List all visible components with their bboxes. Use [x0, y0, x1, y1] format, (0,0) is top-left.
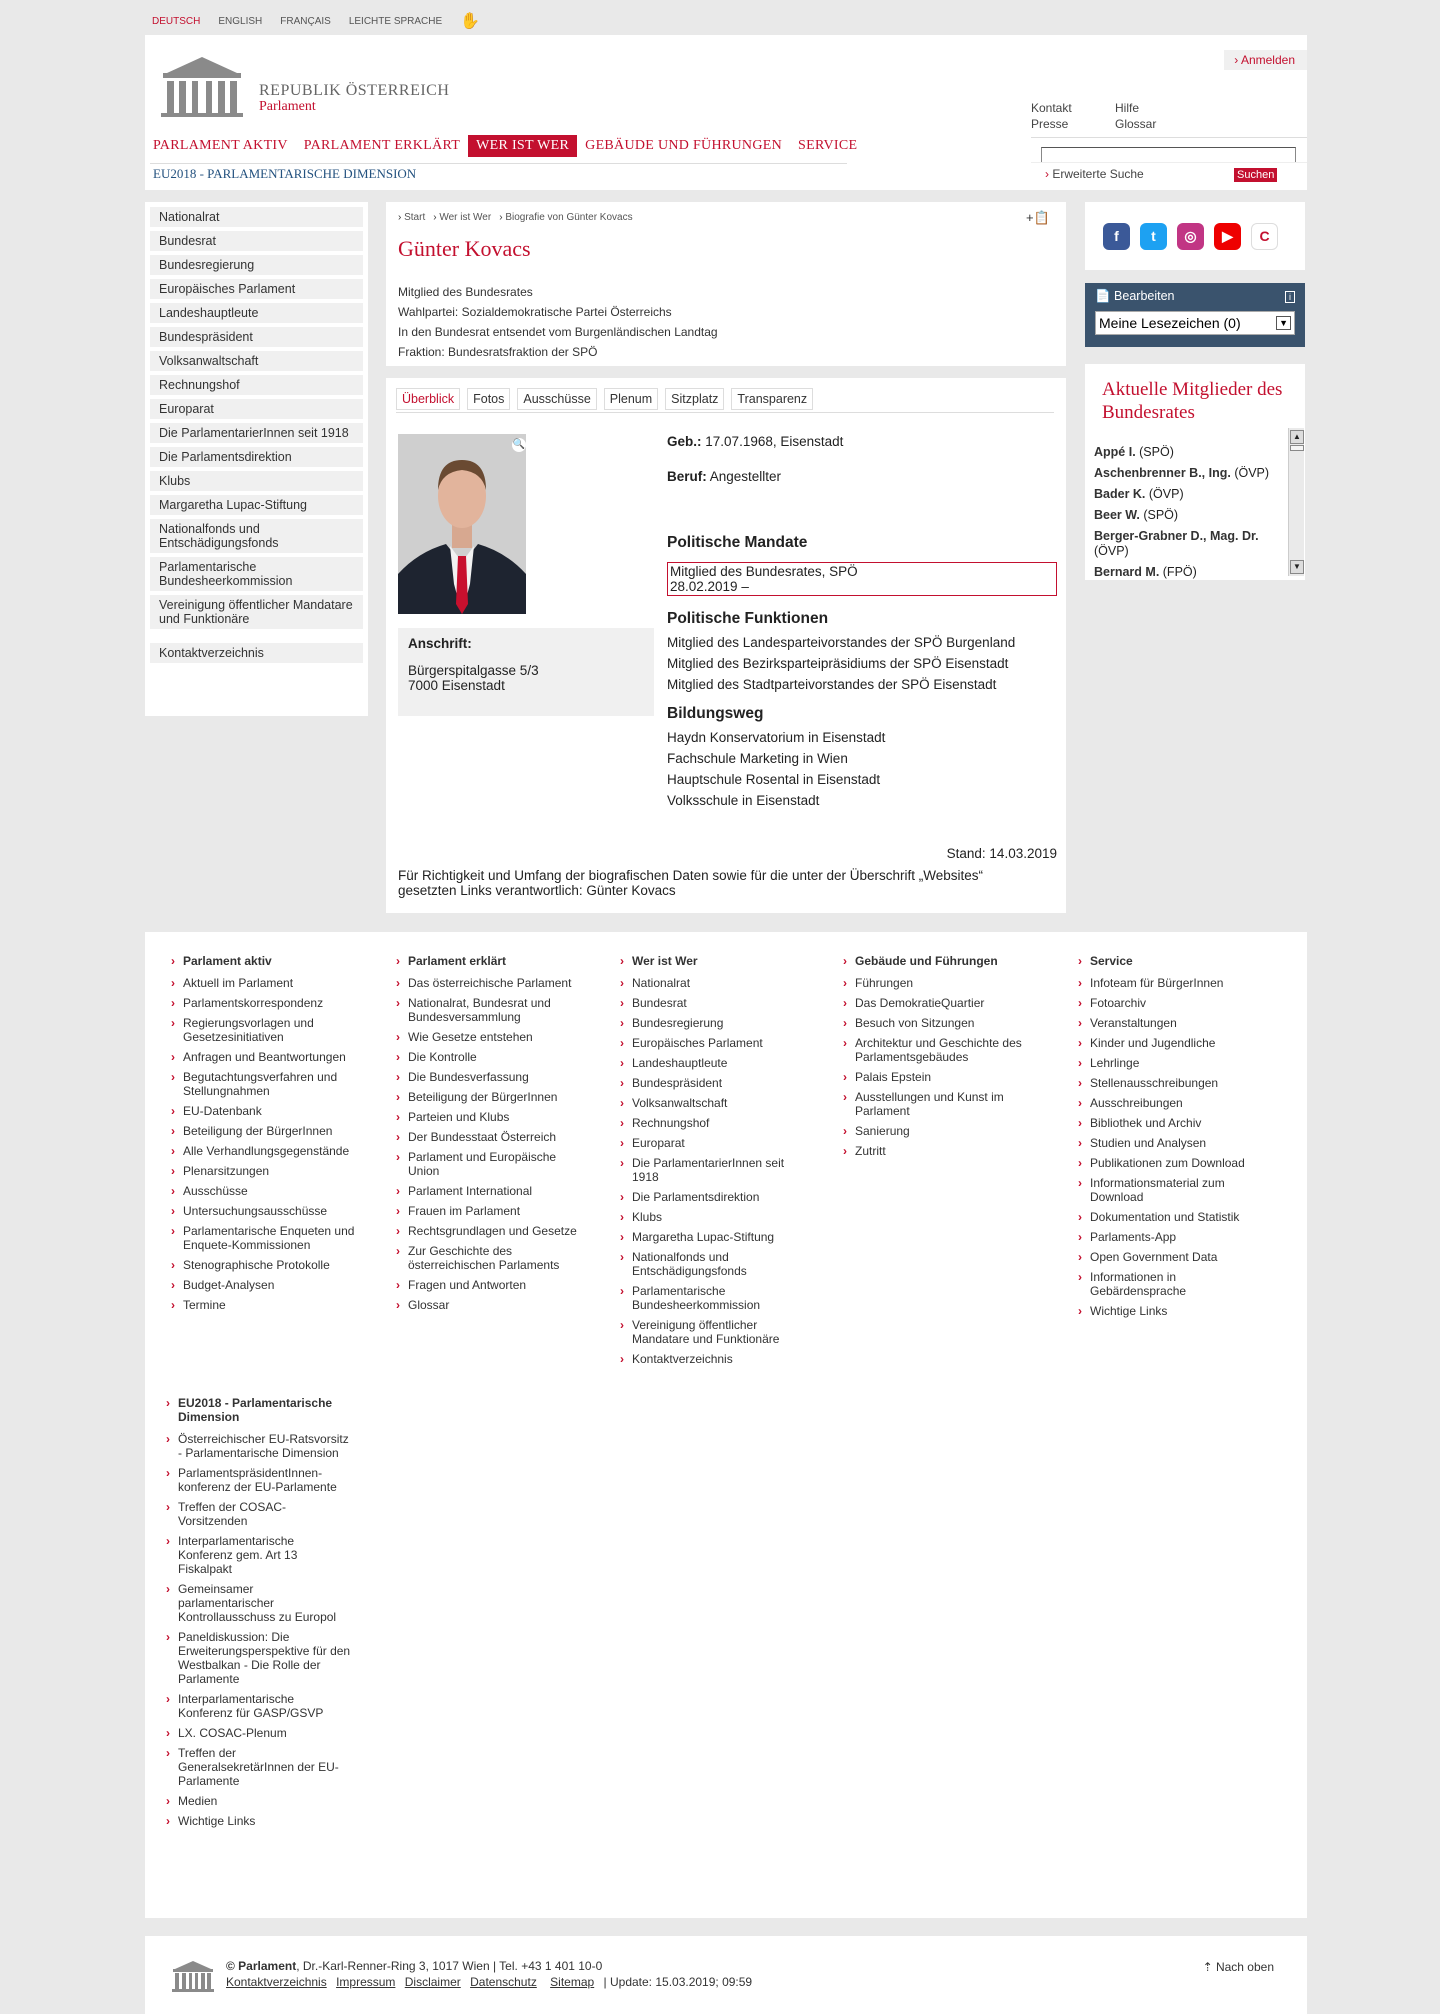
sidebar-item-parlamentarierinnen[interactable]: Die ParlamentarierInnen seit 1918 [150, 423, 363, 443]
footer-link-sitemap[interactable]: Sitemap [550, 1975, 595, 1989]
sitemap-link[interactable]: › EU-Datenbank [171, 1104, 356, 1118]
education-heading: Bildungsweg [667, 705, 764, 722]
nav-wer-ist-wer[interactable]: WER IST WER [468, 135, 577, 157]
sitemap-link[interactable]: › Termine [171, 1298, 356, 1312]
sitemap-link[interactable]: › Parteien und Klubs [396, 1110, 581, 1124]
sitemap-link[interactable]: › Die Kontrolle [396, 1050, 581, 1064]
advanced-search-label: Erweiterte Suche [1052, 167, 1144, 181]
sitemap-link[interactable]: › Informationsmaterial zum Download [1078, 1176, 1263, 1204]
arrow-up-icon: ⇡ [1202, 1960, 1216, 1974]
sitemap-link[interactable]: › Wichtige Links [166, 1814, 351, 1828]
sitemap-link[interactable]: › Die Parlamentsdirektion [620, 1190, 805, 1204]
logo-text[interactable] [259, 83, 449, 115]
sitemap-link[interactable]: › Nationalrat, Bundesrat und Bundesversammlung [396, 996, 581, 1024]
sitemap-link[interactable]: › Österreichischer EU-Ratsvorsitz - Parlamentarische Dimension [166, 1432, 351, 1460]
search-button[interactable]: Suchen [1234, 168, 1277, 182]
back-to-top-label: Nach oben [1215, 1960, 1274, 1974]
sitemap-link[interactable]: › Studien und Analysen [1078, 1136, 1263, 1150]
sitemap-link[interactable]: › Das österreichische Parlament [396, 976, 581, 990]
member-party: (FPÖ) [1159, 565, 1197, 579]
sitemap-link[interactable]: › Margaretha Lupac-Stiftung [620, 1230, 805, 1244]
sitemap-link[interactable]: › Rechtsgrundlagen und Gesetze [396, 1224, 581, 1238]
chevron-right-icon: › [1045, 167, 1053, 181]
sidebar-item-europaeisches-parlament[interactable]: Europäisches Parlament [150, 279, 363, 299]
sitemap-link[interactable]: › Beteiligung der BürgerInnen [396, 1090, 581, 1104]
portrait-photo[interactable] [398, 434, 526, 614]
scroll-down-icon[interactable]: ▼ [1290, 560, 1304, 574]
birth-value: 17.07.1968, Eisenstadt [705, 434, 844, 449]
profile-detail-card [386, 378, 1066, 913]
members-panel [1085, 364, 1305, 580]
sitemap-col-gebaeude [843, 954, 1028, 1164]
sitemap-link[interactable]: › Anfragen und Beantwortungen [171, 1050, 356, 1064]
sitemap-link[interactable]: › Der Bundesstaat Österreich [396, 1130, 581, 1144]
sitemap-link[interactable]: › Fotoarchiv [1078, 996, 1263, 1010]
meta-line: Fraktion: Bundesratsfraktion der SPÖ [398, 345, 598, 359]
sitemap-link[interactable]: › Publikationen zum Download [1078, 1156, 1263, 1170]
main-nav [145, 135, 865, 157]
instagram-icon[interactable]: ◎ [1177, 223, 1204, 250]
footer-link-datenschutz[interactable]: Datenschutz [470, 1975, 537, 1989]
sidebar-item-nationalfonds[interactable]: Nationalfonds und Entschädigungsfonds [150, 519, 363, 553]
meta-line: Wahlpartei: Sozialdemokratische Partei Österreichs [398, 305, 672, 319]
members-title: Aktuelle Mitglieder des Bundesrates [1102, 379, 1283, 423]
sitemap-link[interactable]: › Nationalfonds und Entschädigungsfonds [620, 1250, 805, 1278]
footer-link-disclaimer[interactable]: Disclaimer [404, 1975, 461, 1989]
sitemap-link[interactable]: › Bundesregierung [620, 1016, 805, 1030]
tab-ueberblick[interactable]: Überblick [396, 388, 460, 410]
logo-subtitle: Parlament [259, 99, 316, 114]
breadcrumb-wer-ist-wer[interactable]: › Wer ist Wer [433, 212, 491, 223]
address-line: 7000 Eisenstadt [408, 678, 505, 693]
sitemap-heading[interactable]: › Service [1078, 954, 1263, 968]
sitemap-link[interactable]: › Paneldiskussion: Die Erweiterungsperspektive für den Westbalkan - Die Rolle der Parlamente [166, 1630, 351, 1686]
address-line: Bürgerspitalgasse 5/3 [408, 663, 539, 678]
member-party: (SPÖ) [1139, 508, 1179, 522]
divider [1031, 137, 1307, 138]
member-name: Bernard M. [1094, 565, 1160, 579]
sitemap-link[interactable]: › Glossar [396, 1298, 581, 1312]
sitemap-link[interactable]: › Sanierung [843, 1124, 1028, 1138]
members-list [1094, 445, 1284, 579]
bookmarks-header [1095, 289, 1295, 304]
sitemap-link[interactable]: › Infoteam für BürgerInnen [1078, 976, 1263, 990]
sitemap-link[interactable]: › Parlament und Europäische Union [396, 1150, 581, 1178]
education-item: Hauptschule Rosental in Eisenstadt [667, 772, 881, 787]
sitemap-link[interactable]: › Regierungsvorlagen und Gesetzesinitiativen [171, 1016, 356, 1044]
facebook-icon[interactable]: f [1103, 223, 1130, 250]
sidebar-item-parlamentsdirektion[interactable]: Die Parlamentsdirektion [150, 447, 363, 467]
sitemap-link[interactable]: › Volksanwaltschaft [620, 1096, 805, 1110]
function-item: Mitglied des Stadtparteivorstandes der SPÖ Eisenstadt [667, 677, 997, 692]
sitemap-heading[interactable]: › Parlament erklärt [396, 954, 581, 968]
sitemap-link[interactable]: › Plenarsitzungen [171, 1164, 356, 1178]
sitemap-link[interactable]: › Begutachtungsverfahren und Stellungnahmen [171, 1070, 356, 1098]
sitemap-col-eu2018 [166, 1396, 351, 1834]
sign-language-icon[interactable]: ✋ [460, 13, 481, 30]
job-label: Beruf: [667, 469, 707, 484]
sitemap-link[interactable]: › Open Government Data [1078, 1250, 1263, 1264]
login-button[interactable] [1224, 50, 1307, 70]
sitemap-link[interactable]: › Lehrlinge [1078, 1056, 1263, 1070]
sitemap-link[interactable]: › Interparlamentarische Konferenz für GASP/GSVP [166, 1692, 351, 1720]
job-row [667, 469, 1057, 484]
profile-info [667, 434, 1057, 811]
sitemap-link[interactable]: › Kontaktverzeichnis [620, 1352, 805, 1366]
mandate-date: 28.02.2019 – [670, 579, 749, 594]
sitemap-col-parlament-aktiv [171, 954, 356, 1318]
sidebar-item-volksanwaltschaft[interactable]: Volksanwaltschaft [150, 351, 363, 371]
sitemap-link[interactable]: › ParlamentspräsidentInnen-konferenz der EU-Parlamente [166, 1466, 351, 1494]
sitemap-link[interactable]: › Untersuchungsausschüsse [171, 1204, 356, 1218]
sitemap-link[interactable]: › Zur Geschichte des österreichischen Parlaments [396, 1244, 581, 1272]
tab-fotos[interactable]: Fotos [467, 388, 510, 410]
divider [1031, 162, 1307, 163]
bookmarks-value: Meine Lesezeichen (0) [1099, 315, 1241, 331]
sitemap-link[interactable]: › Parlament International [396, 1184, 581, 1198]
edit-label: Bearbeiten [1114, 289, 1175, 303]
member-party: (ÖVP) [1094, 544, 1129, 558]
advanced-search-link[interactable] [1045, 167, 1144, 181]
utility-nav [1031, 101, 1199, 131]
sitemap-link[interactable]: › Treffen der GeneralsekretärInnen der EU-Parlamente [166, 1746, 351, 1788]
sitemap-link[interactable]: › Europäisches Parlament [620, 1036, 805, 1050]
sidebar-item-vereinigung[interactable]: Vereinigung öffentlicher Mandatare und Funktionäre [150, 595, 363, 629]
sidebar-item-lupac-stiftung[interactable]: Margaretha Lupac-Stiftung [150, 495, 363, 515]
breadcrumb [398, 212, 633, 223]
disclaimer-text: Für Richtigkeit und Umfang der biografischen Daten sowie für die unter der Überschrift „Websites“ gesetzten Links verantwortlich: Günter Kovacs [398, 868, 984, 898]
sitemap-link[interactable]: › Bibliothek und Archiv [1078, 1116, 1263, 1130]
twitter-icon[interactable]: t [1140, 223, 1167, 250]
last-updated: Stand: 14.03.2019 [946, 846, 1057, 861]
mandate-title: Mitglied des Bundesrates, SPÖ [670, 564, 858, 579]
birth-label: Geb.: [667, 434, 702, 449]
function-item: Mitglied des Bezirksparteipräsidiums der SPÖ Eisenstadt [667, 656, 1009, 671]
nav-parlament-aktiv[interactable]: PARLAMENT AKTIV [153, 138, 288, 153]
sitemap-link[interactable]: › Informationen in Gebärdensprache [1078, 1270, 1263, 1298]
edit-button[interactable] [1095, 289, 1175, 304]
sitemap-link[interactable]: › Ausschreibungen [1078, 1096, 1263, 1110]
footer-text [226, 1958, 752, 1990]
document-icon: 📄 [1095, 289, 1115, 303]
sidebar-item-bundesrat[interactable]: Bundesrat [150, 231, 363, 251]
footer-address: , Dr.-Karl-Renner-Ring 3, 1017 Wien | Tel. +43 1 401 10-0 [296, 1959, 603, 1973]
member-name: Bader K. [1094, 487, 1146, 501]
address-label: Anschrift: [408, 636, 472, 651]
sitemap-link[interactable]: › LX. COSAC-Plenum [166, 1726, 351, 1740]
profile-header-card [386, 202, 1066, 366]
member-name: Berger-Grabner D., Mag. Dr. [1094, 529, 1259, 543]
nav-parlament-erklaert[interactable]: PARLAMENT ERKLÄRT [303, 138, 461, 153]
education-item: Fachschule Marketing in Wien [667, 751, 848, 766]
breadcrumb-start[interactable]: › Start [398, 212, 425, 223]
list-item[interactable] [1094, 565, 1284, 580]
sitemap-link[interactable]: › Rechnungshof [620, 1116, 805, 1130]
sidebar-item-bundesheerkommission[interactable]: Parlamentarische Bundesheerkommission [150, 557, 363, 591]
sidebar-item-bundesregierung[interactable]: Bundesregierung [150, 255, 363, 275]
member-party: (ÖVP) [1145, 487, 1184, 501]
mandate-item [667, 562, 1057, 596]
tab-transparenz[interactable]: Transparenz [731, 388, 813, 410]
youtube-icon[interactable]: ▶ [1214, 223, 1241, 250]
address-box [398, 628, 654, 716]
sitemap-link[interactable]: › Landeshauptleute [620, 1056, 805, 1070]
sitemap-link[interactable]: › Parlaments-App [1078, 1230, 1263, 1244]
sitemap-heading[interactable]: › Gebäude und Führungen [843, 954, 1028, 968]
meta-line: In den Bundesrat entsendet vom Burgenländischen Landtag [398, 325, 718, 339]
sitemap-link[interactable]: › Alle Verhandlungsgegenstände [171, 1144, 356, 1158]
bookmarks-panel [1085, 283, 1305, 347]
lang-leichte-sprache[interactable]: LEICHTE SPRACHE [348, 15, 443, 27]
footer-link-impressum[interactable]: Impressum [336, 1975, 396, 1989]
sitemap-link[interactable]: › Wichtige Links [1078, 1304, 1263, 1318]
lang-francais[interactable]: FRANÇAIS [280, 15, 331, 27]
nav-eu2018[interactable]: EU2018 - PARLAMENTARISCHE DIMENSION [153, 166, 417, 181]
info-icon[interactable]: i [1285, 291, 1295, 303]
sidebar-item-klubs[interactable]: Klubs [150, 471, 363, 491]
sitemap-link[interactable]: › Wie Gesetze entstehen [396, 1030, 581, 1044]
sidebar-item-nationalrat[interactable]: Nationalrat [150, 207, 363, 227]
logo-title: REPUBLIK ÖSTERREICH [259, 82, 450, 99]
sitemap-link[interactable]: › Vereinigung öffentlicher Mandatare und Funktionäre [620, 1318, 805, 1346]
sitemap-link[interactable]: › Das DemokratieQuartier [843, 996, 1028, 1010]
bookmarks-select[interactable] [1095, 311, 1295, 335]
sitemap-link[interactable]: › Kinder und Jugendliche [1078, 1036, 1263, 1050]
functions-heading: Politische Funktionen [667, 610, 829, 627]
tab-ausschuesse[interactable]: Ausschüsse [517, 388, 596, 410]
divider [396, 412, 1054, 413]
footer-link-kontaktverzeichnis[interactable]: Kontaktverzeichnis [226, 1975, 327, 1989]
sitemap-col-service [1078, 954, 1263, 1324]
divider [150, 163, 847, 164]
sitemap-link[interactable]: › Dokumentation und Statistik [1078, 1210, 1263, 1224]
sitemap-heading[interactable]: › Parlament aktiv [171, 954, 356, 968]
sidebar-item-landeshauptleute[interactable]: Landeshauptleute [150, 303, 363, 323]
tab-plenum[interactable]: Plenum [604, 388, 658, 410]
footer-links [226, 1974, 752, 1990]
breadcrumb-current: › Biografie von Günter Kovacs [499, 212, 632, 223]
sitemap-link[interactable]: › Ausstellungen und Kunst im Parlament [843, 1090, 1028, 1118]
sitemap-link[interactable]: › Veranstaltungen [1078, 1016, 1263, 1030]
util-presse[interactable]: Presse [1031, 117, 1069, 131]
member-party: (SPÖ) [1135, 445, 1174, 459]
footer-sitemap [145, 932, 1307, 1918]
sitemap-link[interactable]: › Fragen und Antworten [396, 1278, 581, 1292]
sitemap-link[interactable]: › Europarat [620, 1136, 805, 1150]
sitemap-link[interactable]: › Ausschüsse [171, 1184, 356, 1198]
lang-deutsch[interactable]: DEUTSCH [152, 15, 201, 27]
member-name: Appé I. [1094, 445, 1136, 459]
profile-meta [398, 282, 718, 362]
member-party: (ÖVP) [1230, 466, 1270, 480]
footer-org: © Parlament [226, 1959, 297, 1973]
portrait-image [398, 434, 526, 614]
sitemap-link[interactable]: › Parlamentarische Enqueten und Enquete-Kommissionen [171, 1224, 356, 1252]
sidebar-item-europarat[interactable]: Europarat [150, 399, 363, 419]
list-item[interactable] [1094, 508, 1284, 523]
site-header [145, 35, 1307, 190]
footer-bar [145, 1936, 1307, 2014]
member-name: Beer W. [1094, 508, 1140, 522]
sitemap-link[interactable]: › Interparlamentarische Konferenz gem. Art 13 Fiskalpakt [166, 1534, 351, 1576]
mandates-heading: Politische Mandate [667, 534, 808, 551]
chevron-right-icon: › [1234, 53, 1241, 67]
login-label: Anmelden [1240, 53, 1295, 67]
list-item[interactable] [1094, 529, 1284, 559]
sidebar-item-bundespraesident[interactable]: Bundespräsident [150, 327, 363, 347]
parliament-logo-icon[interactable] [171, 1960, 215, 1992]
sitemap-link[interactable]: › Stellenausschreibungen [1078, 1076, 1263, 1090]
search-input[interactable] [1041, 147, 1296, 163]
sitemap-heading[interactable]: › Wer ist Wer [620, 954, 805, 968]
education-item: Volksschule in Eisenstadt [667, 793, 820, 808]
sitemap-link[interactable]: › Beteiligung der BürgerInnen [171, 1124, 356, 1138]
sitemap-link[interactable]: › Budget-Analysen [171, 1278, 356, 1292]
list-item[interactable] [1094, 466, 1284, 481]
sitemap-link[interactable]: › Die Bundesverfassung [396, 1070, 581, 1084]
footer-update: | Update: 15.03.2019; 09:59 [603, 1975, 753, 1989]
function-item: Mitglied des Landesparteivorstandes der SPÖ Burgenland [667, 635, 1016, 650]
social-links [1085, 202, 1305, 270]
back-to-top-link[interactable] [1203, 1960, 1274, 1974]
util-hilfe[interactable]: Hilfe [1115, 101, 1140, 115]
sitemap-link[interactable]: › Bundesrat [620, 996, 805, 1010]
sitemap-link[interactable]: › Zutritt [843, 1144, 1028, 1158]
add-bookmark-icon[interactable]: +📋 [1026, 210, 1050, 225]
sitemap-link[interactable]: › Frauen im Parlament [396, 1204, 581, 1218]
mediathek-icon[interactable]: C [1251, 223, 1278, 250]
util-kontakt[interactable]: Kontakt [1031, 101, 1072, 115]
scroll-thumb[interactable] [1290, 445, 1304, 451]
sitemap-link[interactable]: › Palais Epstein [843, 1070, 1028, 1084]
sitemap-link[interactable]: › Nationalrat [620, 976, 805, 990]
meta-line: Mitglied des Bundesrates [398, 285, 533, 299]
chevron-down-icon: ▼ [1276, 316, 1291, 330]
profile-tabs [396, 388, 813, 410]
list-item[interactable] [1094, 445, 1284, 460]
nav-service[interactable]: SERVICE [798, 138, 858, 153]
member-name: Aschenbrenner B., Ing. [1094, 466, 1231, 480]
sitemap-link[interactable]: › Aktuell im Parlament [171, 976, 356, 990]
sitemap-link[interactable]: › Architektur und Geschichte des Parlamentsgebäudes [843, 1036, 1028, 1064]
util-glossar[interactable]: Glossar [1115, 117, 1157, 131]
language-bar [152, 14, 480, 28]
members-scrollbar[interactable] [1288, 428, 1304, 576]
education-item: Haydn Konservatorium in Eisenstadt [667, 730, 886, 745]
sitemap-link[interactable]: › Stenographische Protokolle [171, 1258, 356, 1272]
sitemap-link[interactable]: › Besuch von Sitzungen [843, 1016, 1028, 1030]
sitemap-link[interactable]: › Bundespräsident [620, 1076, 805, 1090]
job-value: Angestellter [709, 469, 782, 484]
birth-row [667, 434, 1057, 449]
sitemap-link[interactable]: › Treffen der COSAC-Vorsitzenden [166, 1500, 351, 1528]
sitemap-link[interactable]: › Medien [166, 1794, 351, 1808]
tab-sitzplatz[interactable]: Sitzplatz [665, 388, 724, 410]
sitemap-link[interactable]: › Die ParlamentarierInnen seit 1918 [620, 1156, 805, 1184]
page-title: Günter Kovacs [398, 236, 531, 261]
sitemap-link[interactable]: › Gemeinsamer parlamentarischer Kontrollausschuss zu Europol [166, 1582, 351, 1624]
footer-address-line [226, 1958, 752, 1974]
scroll-up-icon[interactable]: ▲ [1290, 430, 1304, 444]
sitemap-col-wer-ist-wer [620, 954, 805, 1372]
sitemap-link[interactable]: › Parlamentarische Bundesheerkommission [620, 1284, 805, 1312]
sitemap-heading[interactable]: › EU2018 - Parlamentarische Dimension [166, 1396, 351, 1424]
sitemap-link[interactable]: › Führungen [843, 976, 1028, 990]
list-item[interactable] [1094, 487, 1284, 502]
lang-english[interactable]: ENGLISH [218, 15, 263, 27]
sidebar-nav [145, 202, 368, 716]
parliament-logo-icon[interactable] [159, 55, 245, 117]
sitemap-link[interactable]: › Parlamentskorrespondenz [171, 996, 356, 1010]
sidebar-item-kontaktverzeichnis[interactable]: Kontaktverzeichnis [150, 643, 363, 663]
sitemap-col-parlament-erklaert [396, 954, 581, 1318]
zoom-icon[interactable]: 🔍 [512, 439, 526, 450]
sitemap-link[interactable]: › Klubs [620, 1210, 805, 1224]
sidebar-item-rechnungshof[interactable]: Rechnungshof [150, 375, 363, 395]
nav-gebaeude[interactable]: GEBÄUDE UND FÜHRUNGEN [585, 138, 783, 153]
